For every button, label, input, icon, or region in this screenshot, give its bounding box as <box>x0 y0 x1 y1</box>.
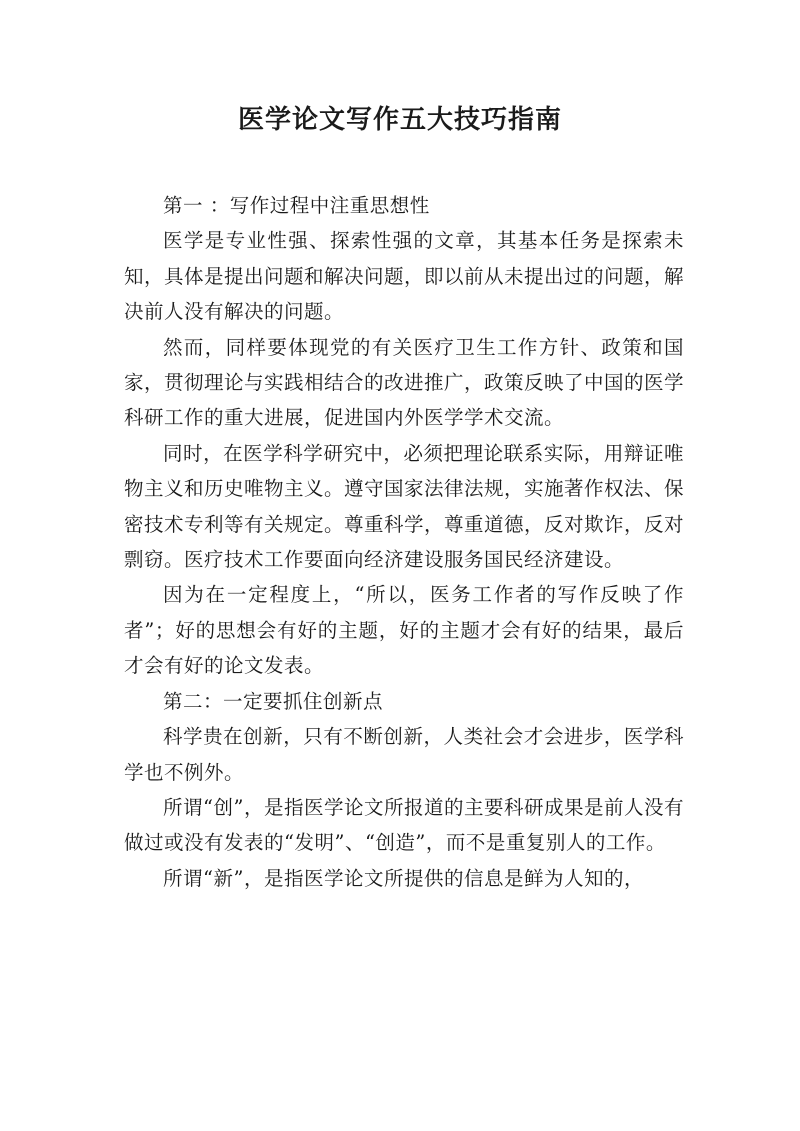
document-title: 医学论文写作五大技巧指南 <box>237 105 562 135</box>
paragraph: 所谓“创”，是指医学论文所报道的主要科研成果是前人没有做过或没有发表的“发明”、“创造”，而不是重复别人的工作。 <box>124 795 684 855</box>
paragraph: 科学贵在创新，只有不断创新，人类社会才会进步，医学科学也不例外。 <box>124 725 684 784</box>
paragraph: 同时，在医学科学研究中，必须把理论联系实际，用辩证唯物主义和历史唯物主义。遵守国家法律法规，实施著作权法、保密技术专利等有关规定。尊重科学，尊重道德，反对欺诈，反对剽窃。医疗技术工作要面向经济建设服务国民经济建设。 <box>124 441 685 572</box>
paragraph: 因为在一定程度上，“所以，医务工作者的写作反映了作者”；好的思想会有好的主题，好的主题才会有好的结果，最后才会有好的论文发表。 <box>124 583 684 678</box>
document-body <box>124 188 684 896</box>
section-heading-2: 第二：一定要抓住创新点 <box>163 689 384 713</box>
paragraph: 然而，同样要体现党的有关医疗卫生工作方针、政策和国家，贯彻理论与实践相结合的改进推广，政策反映了中国的医学科研工作的重大进展，促进国内外医学学术交流。 <box>124 335 685 430</box>
paragraph: 所谓“新”，是指医学论文所提供的信息是鲜为人知的， <box>163 866 644 890</box>
paragraph: 医学是专业性强、探索性强的文章，其基本任务是探索未知，具体是提出问题和解决问题，即以前从未提出过的问题，解决前人没有解决的问题。 <box>124 229 685 324</box>
section-heading-1: 第一 ：写作过程中注重思想性 <box>163 194 430 217</box>
